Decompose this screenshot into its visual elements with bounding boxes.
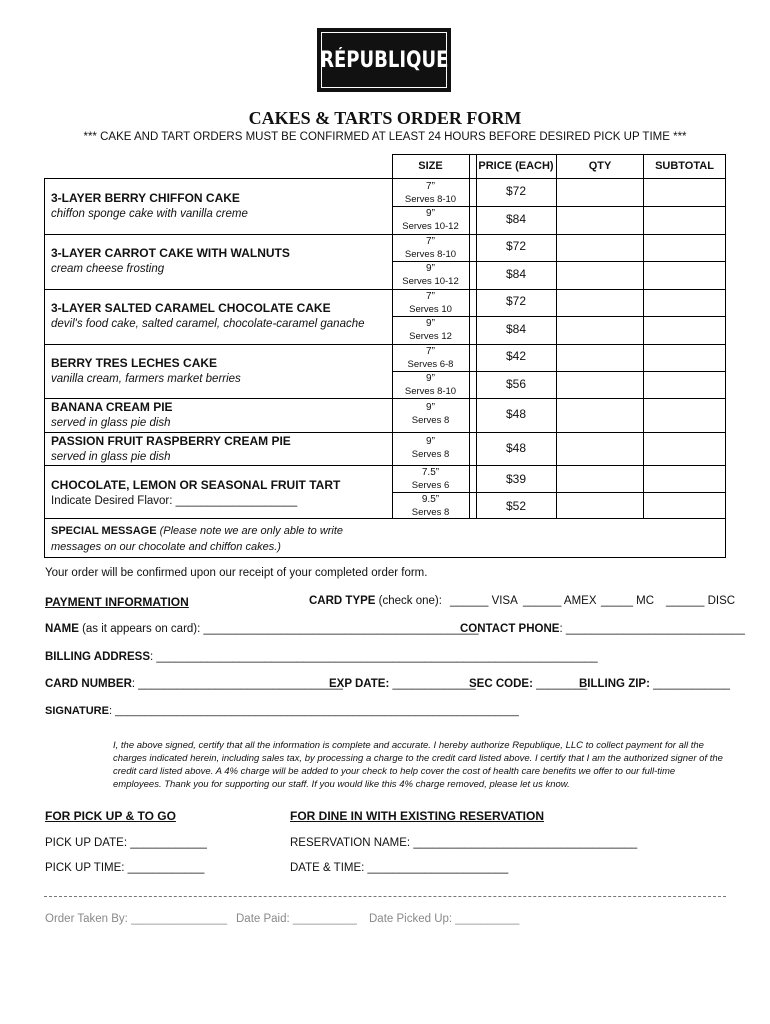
price-cell: $84 — [505, 322, 527, 336]
billing-address-field[interactable]: BILLING ADDRESS: _____________________________________________________________________ — [45, 651, 598, 663]
form-title: CAKES & TARTS ORDER FORM — [248, 108, 522, 128]
visa-option[interactable]: ______ VISA — [450, 595, 518, 607]
header-price: PRICE (EACH) — [478, 160, 554, 172]
price-cell: $56 — [505, 377, 527, 391]
special-message-label: SPECIAL MESSAGE — [51, 525, 157, 537]
size-cell: 7” Serves 10 — [409, 291, 452, 315]
special-message-note: (Please note we are only able to write messages on our chocolate and chiffon cakes.) — [51, 525, 344, 553]
size-cell: 9.5” Serves 8 — [411, 494, 450, 518]
payment-heading: PAYMENT INFORMATION — [45, 595, 189, 609]
price-cell: $72 — [505, 239, 527, 253]
size-cell: 9” Serves 8-10 — [404, 373, 457, 397]
order-taken-by-field[interactable]: Order Taken By: _______________ — [45, 913, 228, 925]
product-name: 3-LAYER CARROT CAKE WITH WALNUTS — [51, 246, 290, 260]
card-type: CARD TYPE (check one): — [309, 595, 442, 607]
price-cell: $42 — [505, 349, 527, 363]
disc-option[interactable]: ______ DISC — [666, 595, 736, 607]
confirm-text: Your order will be confirmed upon our receipt of your completed order form. — [45, 567, 428, 579]
flavor-field[interactable]: Indicate Desired Flavor: ___________________ — [51, 495, 298, 507]
size-cell: 9” Serves 8 — [411, 402, 450, 426]
product-desc: chiffon sponge cake with vanilla creme — [51, 208, 248, 220]
product-desc: served in glass pie dish — [51, 451, 171, 463]
price-cell: $52 — [505, 499, 527, 513]
size-cell: 9” Serves 8 — [411, 436, 450, 460]
price-cell: $48 — [505, 407, 527, 421]
republique-logo — [317, 28, 451, 92]
price-cell: $84 — [505, 212, 527, 226]
contact-phone-field[interactable]: CONTACT PHONE: ____________________________ — [460, 623, 745, 635]
sec-code-field[interactable]: SEC CODE: ________ — [469, 678, 588, 690]
date-time-field[interactable]: DATE & TIME: ______________________ — [290, 862, 509, 874]
office-divider — [44, 896, 726, 897]
product-desc: served in glass pie dish — [51, 417, 171, 429]
header-subtotal: SUBTOTAL — [655, 160, 714, 172]
billing-zip-field[interactable]: BILLING ZIP: ____________ — [579, 678, 730, 690]
product-desc: cream cheese frosting — [51, 263, 165, 275]
size-cell: 7” Serves 8-10 — [404, 181, 457, 205]
header-size: SIZE — [418, 160, 443, 172]
pickup-date-field[interactable]: PICK UP DATE: ____________ — [45, 837, 207, 849]
product-desc: devil's food cake, salted caramel, chocolate-caramel ganache — [51, 318, 365, 330]
reservation-name-field[interactable]: RESERVATION NAME: ___________________________________ — [290, 837, 638, 849]
size-cell: 9” Serves 10-12 — [402, 208, 459, 232]
mc-option[interactable]: _____ MC — [601, 595, 655, 607]
size-cell: 9” Serves 12 — [409, 318, 452, 342]
special-message[interactable] — [51, 523, 351, 555]
logo-text: RÉPUBLIQUE — [319, 47, 449, 73]
price-cell: $48 — [505, 441, 527, 455]
price-cell: $72 — [505, 184, 527, 198]
date-picked-up-field[interactable]: Date Picked Up: __________ — [369, 913, 520, 925]
card-number-field[interactable]: CARD NUMBER: ________________________________ — [45, 678, 343, 690]
product-name: 3-LAYER BERRY CHIFFON CAKE — [51, 191, 240, 205]
signature-field[interactable]: SIGNATURE: __________________________________________________________________ — [45, 705, 519, 717]
header-qty: QTY — [588, 160, 612, 172]
size-cell: 7” Serves 8-10 — [404, 236, 457, 260]
product-name: 3-LAYER SALTED CARAMEL CHOCOLATE CAKE — [51, 301, 331, 315]
amex-option[interactable]: ______ AMEX — [523, 595, 597, 607]
form-subtitle: *** CAKE AND TART ORDERS MUST BE CONFIRMED AT LEAST 24 HOURS BEFORE DESIRED PICK UP TIME *** — [83, 131, 687, 143]
product-name: PASSION FRUIT RASPBERRY CREAM PIE — [51, 434, 291, 448]
price-cell: $72 — [505, 294, 527, 308]
size-cell: 9” Serves 10-12 — [402, 263, 459, 287]
exp-date-field[interactable]: EXP DATE: _____________ — [329, 678, 476, 690]
price-cell: $84 — [505, 267, 527, 281]
date-paid-field[interactable]: Date Paid: __________ — [236, 913, 357, 925]
certification-text: I, the above signed, certify that all the information is complete and accurate. I hereby authorize Republique, LLC to collect payment for all the charges indicated herein, including sales tax, by processing a charge to the credit card listed above. I certify that I am the authorized signer of the credit card listed above. A 4% charge will be added to your check to help cover the cost of health care benefits we offer to our full-time employees. Thank you for supporting our staff. If you would like this 4% charge removed, please let us know. — [113, 740, 723, 790]
pickup-time-field[interactable]: PICK UP TIME: ____________ — [45, 862, 205, 874]
size-cell: 7” Serves 6-8 — [407, 346, 454, 370]
product-desc: vanilla cream, farmers market berries — [51, 373, 241, 385]
product-name: BERRY TRES LECHES CAKE — [51, 356, 218, 370]
price-cell: $39 — [505, 472, 527, 486]
dinein-heading: FOR DINE IN WITH EXISTING RESERVATION — [290, 809, 545, 823]
product-name: CHOCOLATE, LEMON OR SEASONAL FRUIT TART — [51, 478, 341, 492]
pickup-heading: FOR PICK UP & TO GO — [45, 809, 176, 823]
size-cell: 7.5” Serves 6 — [411, 467, 450, 491]
product-name: BANANA CREAM PIE — [51, 400, 173, 414]
name-field[interactable]: NAME (as it appears on card): ___________________________________________ — [45, 623, 479, 635]
